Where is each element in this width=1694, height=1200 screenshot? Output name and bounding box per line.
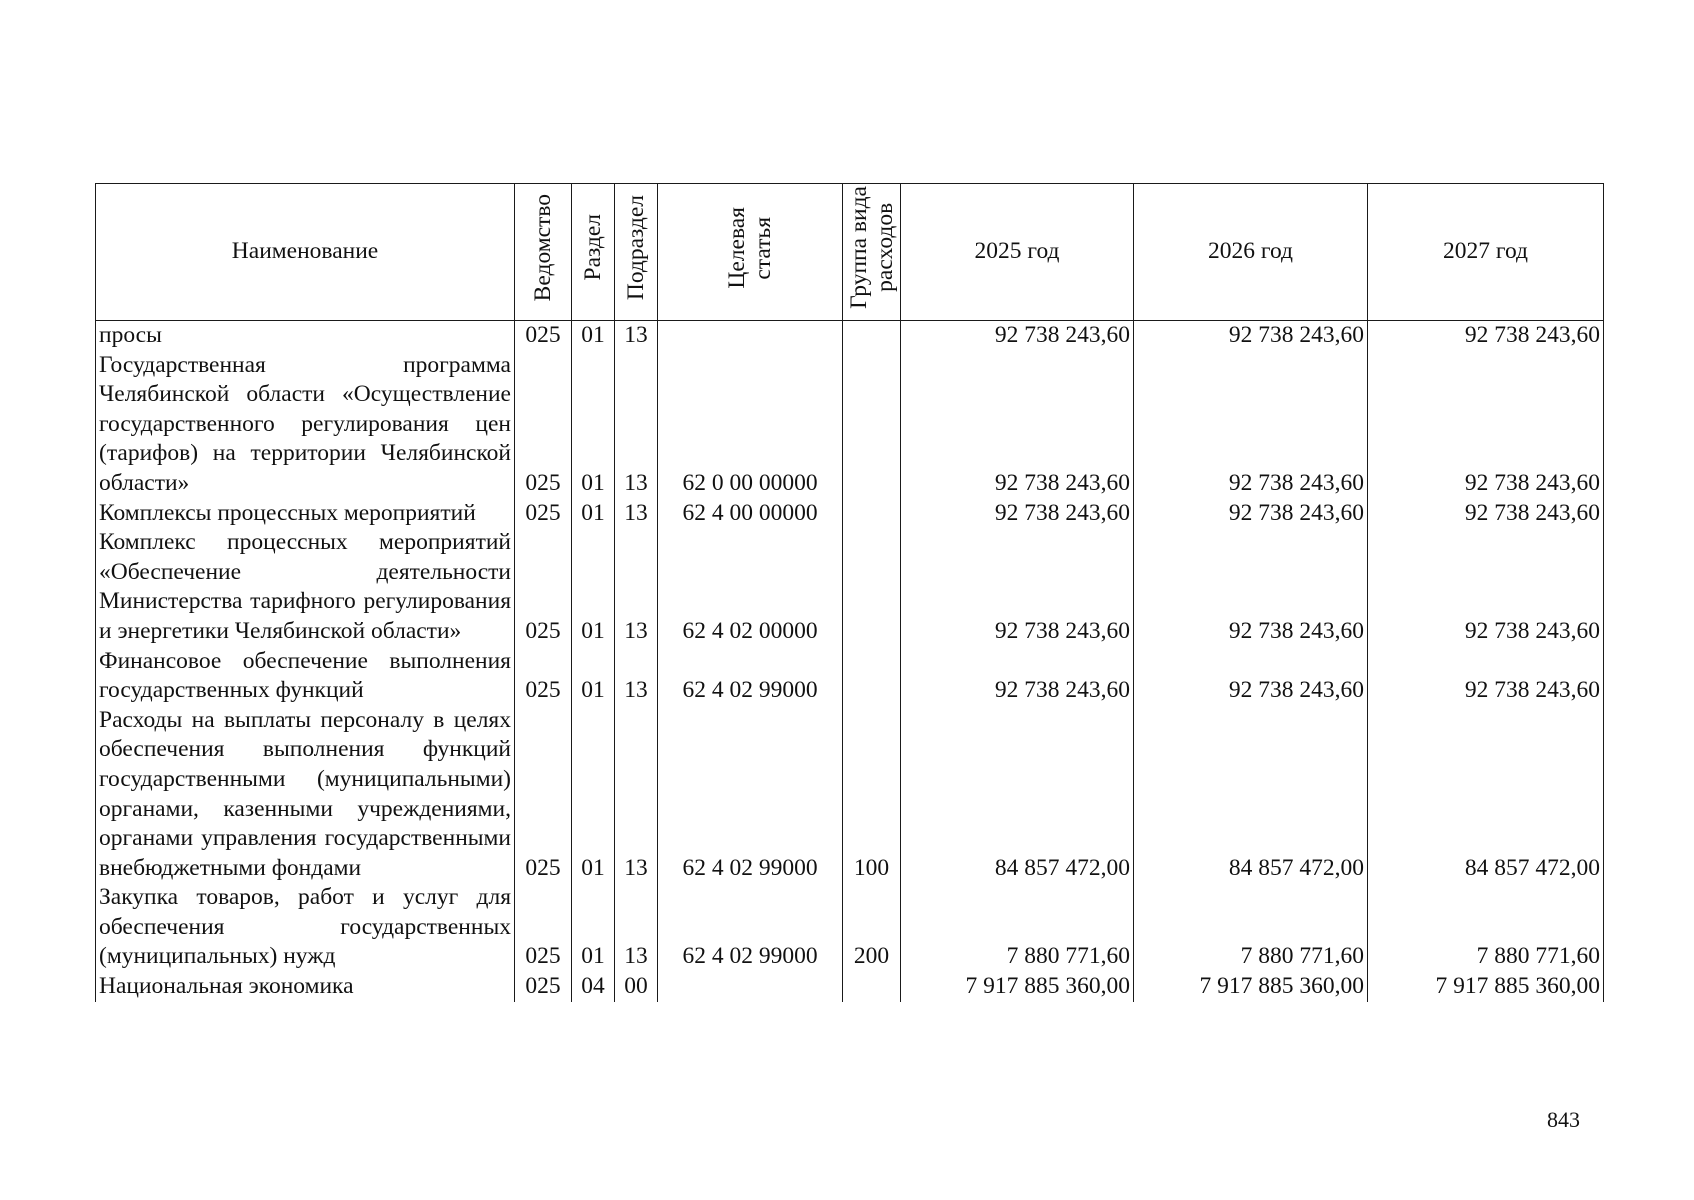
table-row [96, 528, 1604, 646]
row-subsection: 13 [615, 499, 658, 529]
row-2027: 92 738 243,60 [1368, 528, 1604, 646]
table-row [96, 647, 1604, 706]
table-row [96, 972, 1604, 1002]
row-dept: 025 [515, 321, 572, 351]
row-2025: 84 857 472,00 [901, 706, 1134, 884]
row-2025: 92 738 243,60 [901, 321, 1134, 351]
row-dept: 025 [515, 499, 572, 529]
row-subsection: 13 [615, 321, 658, 351]
row-name: Государственная программа Челябинской области «Осуществление государственного регулирования цен (тарифов) на территории Челябинской области» [96, 351, 515, 499]
table-row [96, 706, 1604, 884]
row-2026: 84 857 472,00 [1134, 706, 1368, 884]
row-section: 01 [572, 499, 615, 529]
table-row [96, 321, 1604, 351]
row-2025: 7 917 885 360,00 [901, 972, 1134, 1002]
header-2026: 2026 год [1134, 184, 1368, 321]
page-number: 843 [1547, 1107, 1580, 1132]
row-dept: 025 [515, 647, 572, 706]
row-2026: 92 738 243,60 [1134, 528, 1368, 646]
row-group [843, 499, 901, 529]
row-name: Национальная экономика [96, 972, 515, 1002]
row-name: Комплексы процессных мероприятий [96, 499, 515, 529]
row-2025: 92 738 243,60 [901, 647, 1134, 706]
row-target [658, 972, 843, 1002]
row-2026: 92 738 243,60 [1134, 647, 1368, 706]
table-row [96, 883, 1604, 972]
row-subsection: 13 [615, 528, 658, 646]
header-2027: 2027 год [1368, 184, 1604, 321]
row-subsection: 00 [615, 972, 658, 1002]
row-section: 01 [572, 883, 615, 972]
row-2027: 7 917 885 360,00 [1368, 972, 1604, 1002]
row-2027: 7 880 771,60 [1368, 883, 1604, 972]
row-2027: 92 738 243,60 [1368, 321, 1604, 351]
row-section: 01 [572, 351, 615, 499]
row-2026: 7 917 885 360,00 [1134, 972, 1368, 1002]
row-dept: 025 [515, 351, 572, 499]
row-group [843, 351, 901, 499]
row-group [843, 647, 901, 706]
row-section: 01 [572, 528, 615, 646]
row-2026: 92 738 243,60 [1134, 499, 1368, 529]
row-group: 200 [843, 883, 901, 972]
budget-table [95, 183, 1604, 1002]
row-group [843, 321, 901, 351]
row-2027: 92 738 243,60 [1368, 647, 1604, 706]
header-name: Наименование [96, 184, 515, 321]
row-target: 62 4 02 00000 [658, 528, 843, 646]
table-row [96, 351, 1604, 499]
row-section: 01 [572, 706, 615, 884]
row-dept: 025 [515, 883, 572, 972]
row-name: просы [96, 321, 515, 351]
row-dept: 025 [515, 528, 572, 646]
row-dept: 025 [515, 706, 572, 884]
row-target: 62 4 02 99000 [658, 883, 843, 972]
row-target: 62 4 02 99000 [658, 647, 843, 706]
row-2027: 92 738 243,60 [1368, 351, 1604, 499]
row-2026: 92 738 243,60 [1134, 351, 1368, 499]
header-section: Раздел [572, 184, 615, 321]
row-2025: 92 738 243,60 [901, 351, 1134, 499]
row-2025: 92 738 243,60 [901, 499, 1134, 529]
header-target: Целевая статья [658, 184, 843, 321]
row-section: 04 [572, 972, 615, 1002]
row-2025: 92 738 243,60 [901, 528, 1134, 646]
row-section: 01 [572, 647, 615, 706]
row-section: 01 [572, 321, 615, 351]
row-target: 62 0 00 00000 [658, 351, 843, 499]
row-name: Финансовое обеспечение выполнения государственных функций [96, 647, 515, 706]
row-name: Расходы на выплаты персоналу в целях обеспечения выполнения функций государственными (муниципальными) органами, казенными учреждениями, органами управления государственными внебюджетными фондами [96, 706, 515, 884]
row-subsection: 13 [615, 647, 658, 706]
header-2025: 2025 год [901, 184, 1134, 321]
table-row [96, 499, 1604, 529]
table-header-row [96, 184, 1604, 321]
row-name: Закупка товаров, работ и услуг для обеспечения государственных (муниципальных) нужд [96, 883, 515, 972]
row-2027: 92 738 243,60 [1368, 499, 1604, 529]
row-2025: 7 880 771,60 [901, 883, 1134, 972]
row-subsection: 13 [615, 351, 658, 499]
row-target: 62 4 00 00000 [658, 499, 843, 529]
row-dept: 025 [515, 972, 572, 1002]
row-subsection: 13 [615, 706, 658, 884]
header-expense-group: Группа вида расходов [843, 184, 901, 321]
header-subsection: Подраздел [615, 184, 658, 321]
row-target [658, 321, 843, 351]
header-dept: Ведомство [515, 184, 572, 321]
row-name: Комплекс процессных мероприятий «Обеспечение деятельности Министерства тарифного регулирования и энергетики Челябинской области» [96, 528, 515, 646]
row-group [843, 528, 901, 646]
row-2026: 92 738 243,60 [1134, 321, 1368, 351]
row-target: 62 4 02 99000 [658, 706, 843, 884]
row-group: 100 [843, 706, 901, 884]
row-2026: 7 880 771,60 [1134, 883, 1368, 972]
row-group [843, 972, 901, 1002]
row-2027: 84 857 472,00 [1368, 706, 1604, 884]
row-subsection: 13 [615, 883, 658, 972]
